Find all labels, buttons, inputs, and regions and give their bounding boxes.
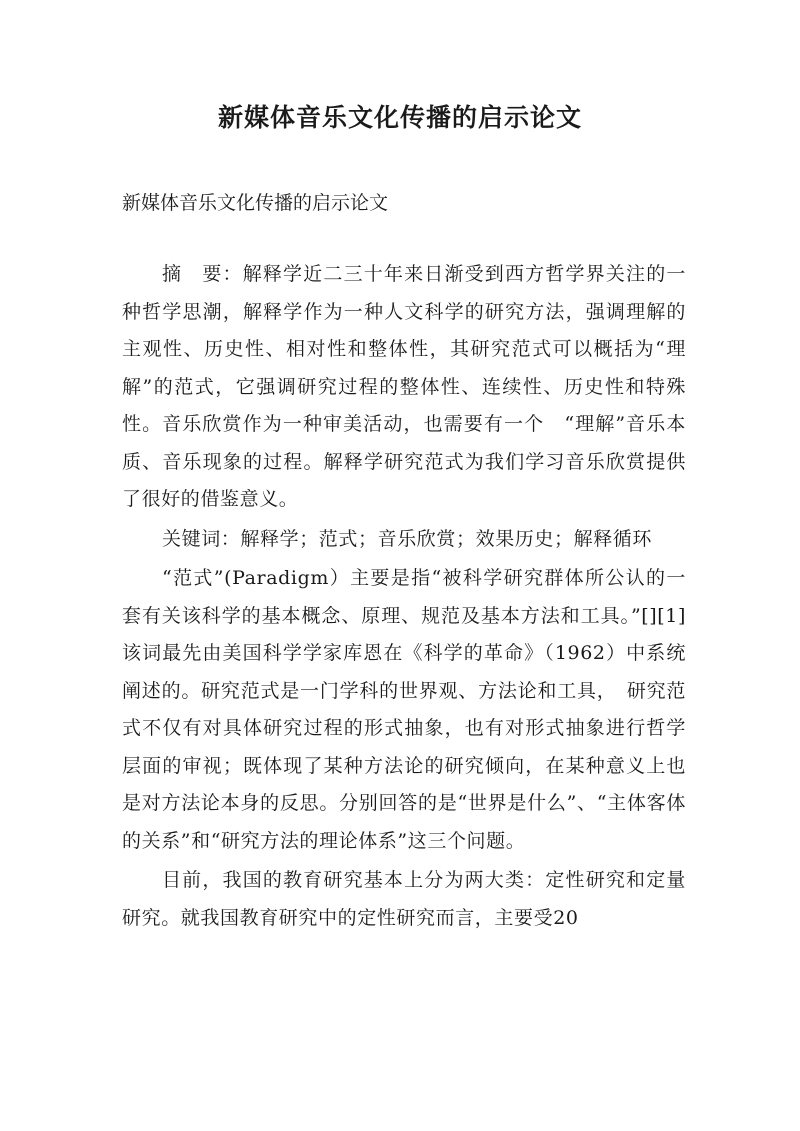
document-subtitle: 新媒体音乐文化传播的启示论文 <box>122 192 389 214</box>
document-title: 新媒体音乐文化传播的启示论文 <box>217 103 582 132</box>
keywords-paragraph: 关键词：解释学；范式；音乐欣赏；效果历史；解释循环 <box>162 527 653 550</box>
abstract-paragraph: 摘 要：解释学近二三十年来日渐受到西方哲学界关注的一种哲学思潮，解释学作为一种人文科学的研究方法，强调理解的主观性、历史性、相对性和整体性，其研究范式可以概括为“理解”的范式，它强调研究过程的整体性、连续性、历史性和特殊性。音乐欣赏作为一种审美活动，也需要有一个 “理解”音乐本质、音乐现象的过程。解释学研究范式为我们学习音乐欣赏提供了很好的借鉴意义。 <box>122 263 686 510</box>
body-paragraph: 目前，我国的教育研究基本上分为两大类：定性研究和定量研究。就我国教育研究中的定性研究而言，主要受20 <box>122 869 686 929</box>
body-paragraph: “范式”(Paradigm）主要是指“被科学研究群体所公认的一套有关该科学的基本概念、原理、规范及基本方法和工具。”[][1]该词最先由美国科学学家库恩在《科学的革命》（1962）中系统阐述的。研究范式是一门学科的世界观、方法论和工具， 研究范式不仅有对具体研究过程的形式抽象，也有对形式抽象进行哲学层面的审视；既体现了某种方法论的研究倾向，在某种意义上也是对方法论本身的反思。分别回答的是“世界是什么”、“主体客体的关系”和“研究方法的理论体系”这三个问题。 <box>122 567 686 852</box>
document-body <box>122 256 686 939</box>
